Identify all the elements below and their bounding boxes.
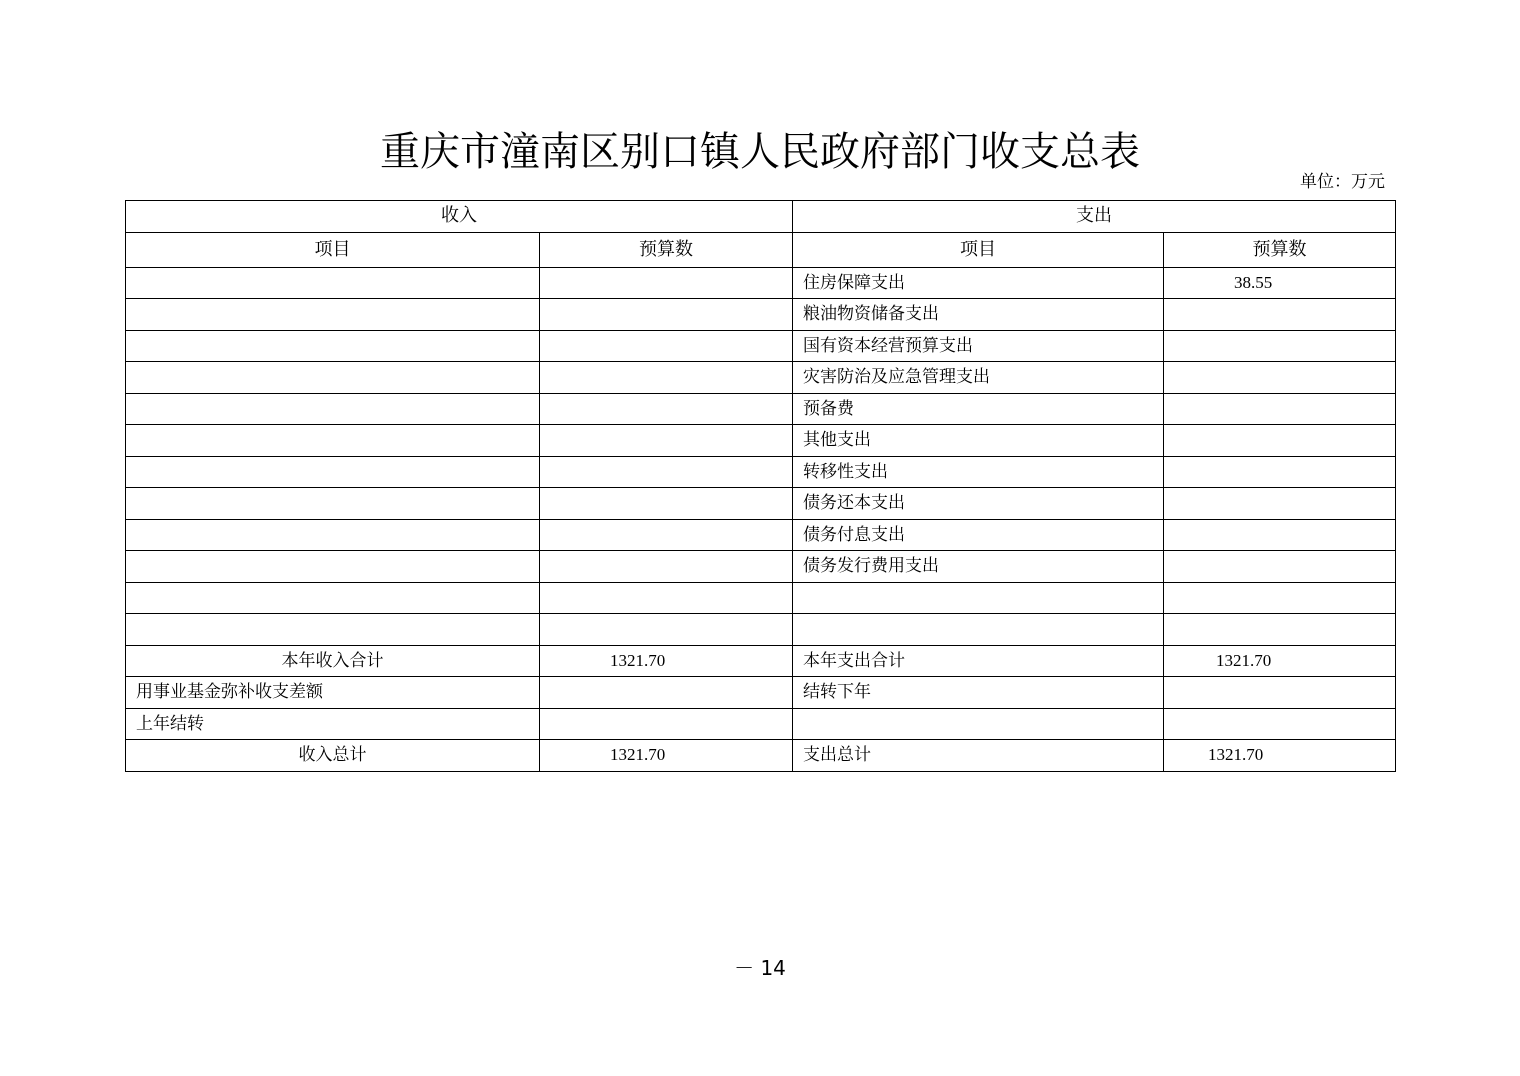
expense-budget-cell: [1164, 551, 1396, 583]
income-budget-cell: [540, 551, 793, 583]
expense-item-cell: 本年支出合计: [793, 645, 1164, 677]
expense-item-cell: 支出总计: [793, 740, 1164, 772]
expense-budget-cell: [1164, 425, 1396, 457]
expense-item-cell: [793, 708, 1164, 740]
income-item-cell: [126, 551, 540, 583]
expense-budget-cell: 38.55: [1164, 267, 1396, 299]
expense-budget-cell: [1164, 677, 1396, 709]
expense-budget-cell: [1164, 488, 1396, 520]
expense-item-cell: 债务还本支出: [793, 488, 1164, 520]
budget-summary-table: [125, 200, 1396, 772]
table-row: [126, 299, 1396, 331]
income-item-cell: [126, 267, 540, 299]
income-budget-cell: [540, 299, 793, 331]
table-row: [126, 582, 1396, 614]
expense-item-cell: 灾害防治及应急管理支出: [793, 362, 1164, 394]
expense-budget-header: 预算数: [1164, 232, 1396, 267]
income-item-cell: 用事业基金弥补收支差额: [126, 677, 540, 709]
fund-gap-row: [126, 677, 1396, 709]
table-row: [126, 393, 1396, 425]
last-year-row: [126, 708, 1396, 740]
table-row: [126, 425, 1396, 457]
column-header-row: [126, 232, 1396, 267]
income-item-header: 项目: [126, 232, 540, 267]
income-budget-cell: [540, 488, 793, 520]
table-row: [126, 267, 1396, 299]
expense-item-cell: 预备费: [793, 393, 1164, 425]
income-item-cell: [126, 330, 540, 362]
grand-total-row: [126, 740, 1396, 772]
income-item-cell: [126, 299, 540, 331]
income-budget-cell: [540, 582, 793, 614]
income-budget-cell: [540, 425, 793, 457]
expense-item-cell: 住房保障支出: [793, 267, 1164, 299]
table-row: [126, 488, 1396, 520]
table-row: [126, 519, 1396, 551]
income-budget-cell: [540, 267, 793, 299]
income-budget-cell: [540, 677, 793, 709]
expense-item-cell: 粮油物资储备支出: [793, 299, 1164, 331]
income-budget-cell: [540, 708, 793, 740]
income-item-cell: [126, 488, 540, 520]
expense-budget-cell: [1164, 330, 1396, 362]
income-budget-cell: [540, 614, 793, 646]
income-item-cell: 本年收入合计: [126, 645, 540, 677]
expense-budget-cell: [1164, 299, 1396, 331]
income-budget-cell: 1321.70: [540, 645, 793, 677]
income-item-cell: [126, 614, 540, 646]
income-item-cell: [126, 456, 540, 488]
income-item-cell: [126, 393, 540, 425]
income-item-cell: [126, 582, 540, 614]
table-row: [126, 330, 1396, 362]
income-budget-header: 预算数: [540, 232, 793, 267]
table-row: [126, 551, 1396, 583]
table-row: [126, 456, 1396, 488]
expense-item-cell: [793, 582, 1164, 614]
expense-budget-cell: 1321.70: [1164, 740, 1396, 772]
income-budget-cell: [540, 456, 793, 488]
table-row: [126, 614, 1396, 646]
expense-budget-cell: [1164, 362, 1396, 394]
income-item-cell: [126, 362, 540, 394]
group-header-row: [126, 201, 1396, 233]
income-item-cell: [126, 425, 540, 457]
table-row: [126, 362, 1396, 394]
expense-item-cell: 结转下年: [793, 677, 1164, 709]
expense-item-header: 项目: [793, 232, 1164, 267]
expense-budget-cell: [1164, 614, 1396, 646]
expense-budget-cell: [1164, 519, 1396, 551]
page-title: 重庆市潼南区别口镇人民政府部门收支总表: [380, 129, 1140, 175]
expense-item-cell: 债务付息支出: [793, 519, 1164, 551]
expense-group-header: 支出: [793, 201, 1396, 233]
income-budget-cell: 1321.70: [540, 740, 793, 772]
page-number: － 14: [734, 956, 786, 980]
expense-budget-cell: [1164, 393, 1396, 425]
income-item-cell: [126, 519, 540, 551]
income-budget-cell: [540, 362, 793, 394]
unit-label: 单位：万元: [1300, 172, 1385, 192]
expense-budget-cell: [1164, 456, 1396, 488]
expense-budget-cell: [1164, 582, 1396, 614]
income-budget-cell: [540, 393, 793, 425]
expense-item-cell: 国有资本经营预算支出: [793, 330, 1164, 362]
income-budget-cell: [540, 519, 793, 551]
year-total-row: [126, 645, 1396, 677]
income-item-cell: 上年结转: [126, 708, 540, 740]
expense-item-cell: 转移性支出: [793, 456, 1164, 488]
income-group-header: 收入: [126, 201, 793, 233]
expense-item-cell: [793, 614, 1164, 646]
income-item-cell: 收入总计: [126, 740, 540, 772]
expense-item-cell: 其他支出: [793, 425, 1164, 457]
expense-item-cell: 债务发行费用支出: [793, 551, 1164, 583]
income-budget-cell: [540, 330, 793, 362]
expense-budget-cell: 1321.70: [1164, 645, 1396, 677]
expense-budget-cell: [1164, 708, 1396, 740]
